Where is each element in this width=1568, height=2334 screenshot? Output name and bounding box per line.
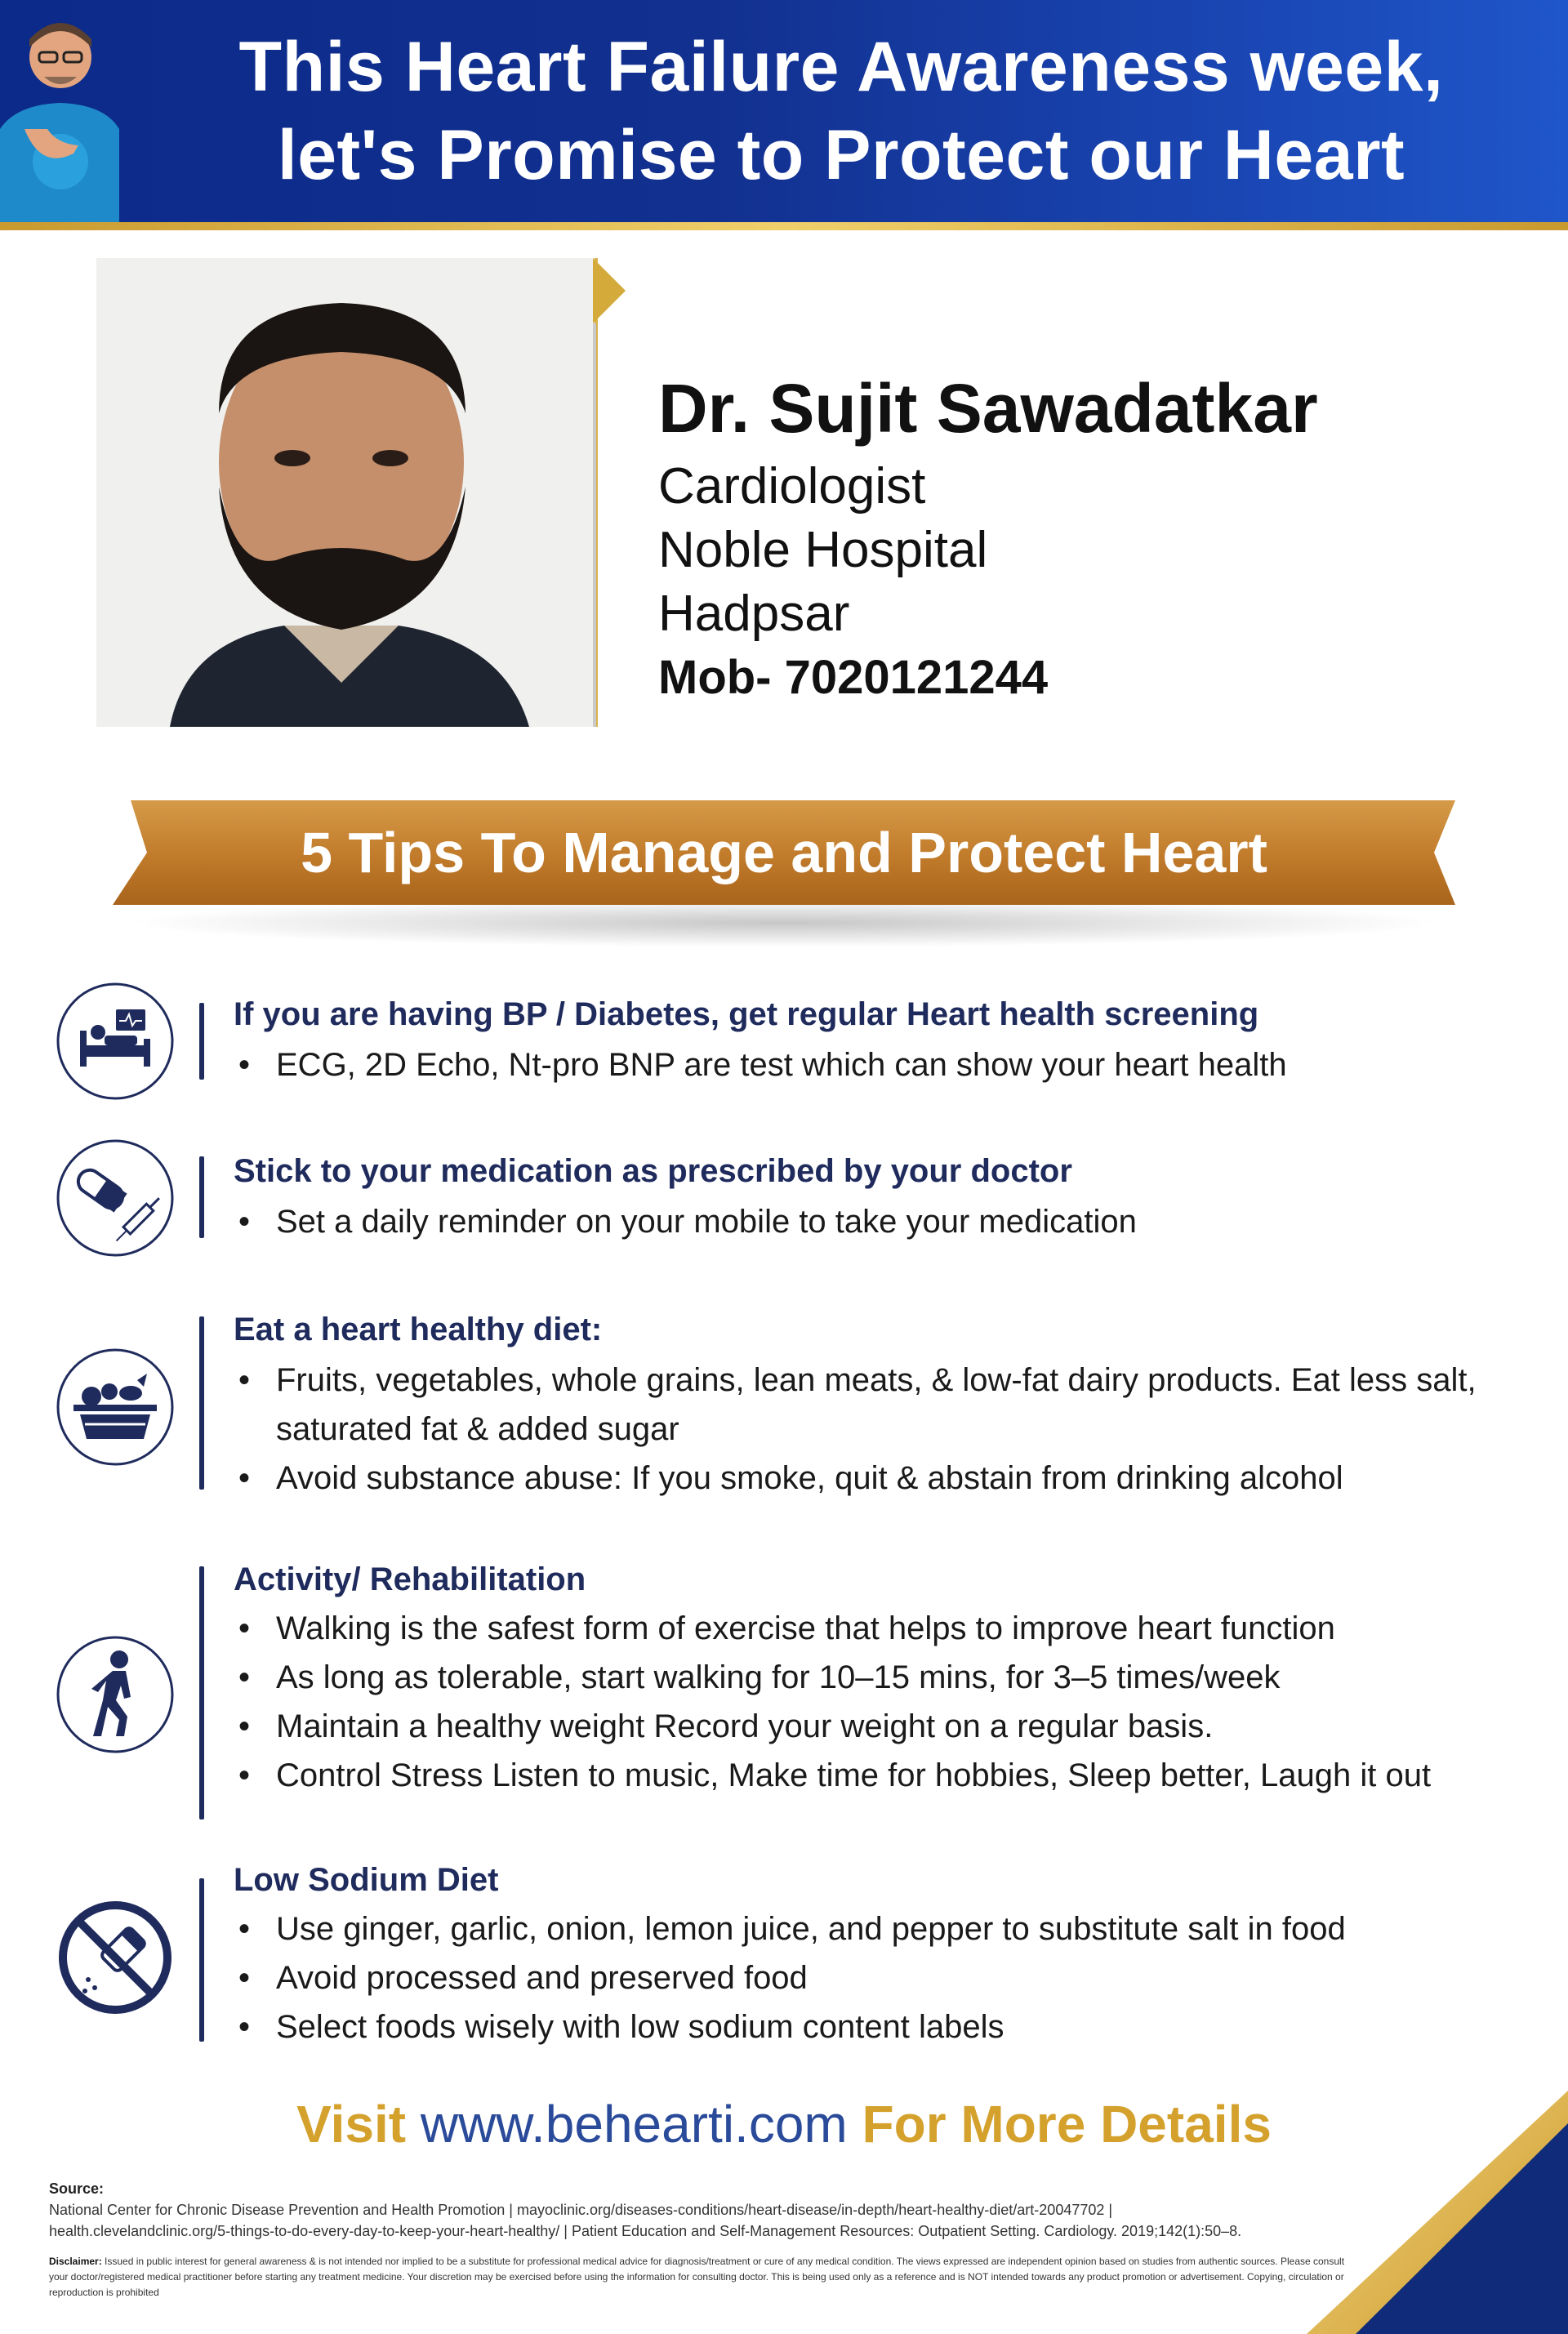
healthy-food-basket-icon <box>56 1347 175 1467</box>
list-item: • Maintain a healthy weight Record your weight on a regular basis. <box>234 1702 1524 1751</box>
medicine-pill-syringe-icon <box>56 1138 175 1258</box>
doctor-hospital: Noble Hospital <box>658 522 988 578</box>
list-item: • Fruits, vegetables, whole grains, lean meats, & low-fat dairy products. Eat less salt, saturated fat & added sugar <box>234 1356 1524 1454</box>
visit-prefix: Visit <box>296 2095 407 2154</box>
website-link[interactable]: www.behearti.com <box>420 2095 848 2154</box>
list-item: • Walking is the safest form of exercise that helps to improve heart function <box>234 1604 1524 1653</box>
tip-1-bar <box>199 1003 204 1080</box>
list-item: • Select foods wisely with low sodium content labels <box>234 2002 1524 2051</box>
title-line-2: let's Promise to Protect our Heart <box>277 116 1405 194</box>
tip-5-heading: Low Sodium Diet <box>234 1862 499 1898</box>
tip-5-list <box>234 1904 1524 2051</box>
tip-4-heading: Activity/ Rehabilitation <box>234 1561 586 1597</box>
tip-3-list <box>234 1356 1524 1503</box>
visit-suffix: For More Details <box>862 2095 1272 2154</box>
title-line-1: This Heart Failure Awareness week, <box>238 28 1444 106</box>
photo-corner-accent <box>593 258 626 323</box>
tip-5-bar <box>199 1878 204 2042</box>
doctor-name: Dr. Sujit Sawadatkar <box>658 370 1318 447</box>
tip-3-heading: Eat a heart healthy diet: <box>234 1312 603 1347</box>
tip-4-bar <box>199 1566 204 1820</box>
disclaimer-text: Issued in public interest for general awareness & is not intended nor implied to be a substitute for professional medical advice for diagnosis/treatment or cure of any medical condition. The views expressed are independent opinion based on studies from authentic sources. Please consult your doctor/registered medical practitioner before starting any treatment medicine. Your discretion may be exercised before using the information for consulting doctor. This is being used only as a reference and is NOT intended towards any product promotion or advertisement. Copying, circulation or reproduction is prohibited <box>49 2256 1345 2298</box>
list-item: • Avoid substance abuse: If you smoke, quit & abstain from drinking alcohol <box>234 1454 1524 1503</box>
visit-line <box>0 2094 1568 2154</box>
source-line-1: National Center for Chronic Disease Prevention and Health Promotion | mayoclinic.org/diseases-conditions/heart-disease/in-depth/heart-healthy-diet/art-20047702 | <box>49 2202 1113 2218</box>
hospital-bed-screening-icon <box>56 982 175 1101</box>
header-gold-stripe <box>0 222 1568 230</box>
no-salt-icon <box>56 1898 175 2017</box>
presenter-illustration-icon <box>0 7 122 222</box>
doctor-role: Cardiologist <box>658 458 926 514</box>
list-item: • As long as tolerable, start walking for 10–15 mins, for 3–5 times/week <box>234 1653 1524 1702</box>
tip-1-heading: If you are having BP / Diabetes, get regular Heart health screening <box>234 996 1259 1032</box>
disclaimer <box>49 2254 1356 2301</box>
list-item: • Avoid processed and preserved food <box>234 1953 1524 2002</box>
page-title <box>131 23 1552 199</box>
tip-1-list <box>234 1040 1524 1089</box>
tip-4-list <box>234 1604 1524 1800</box>
tip-2-list <box>234 1197 1524 1246</box>
list-item: • Set a daily reminder on your mobile to take your medication <box>234 1197 1524 1246</box>
disclaimer-label: Disclaimer: <box>49 2256 102 2267</box>
doctor-mobile: Mob- 7020121244 <box>658 651 1049 704</box>
doctor-photo <box>96 258 598 727</box>
ribbon-shadow <box>122 898 1446 947</box>
photo-divider <box>593 323 596 727</box>
tip-3-bar <box>199 1316 204 1490</box>
walking-person-icon <box>56 1635 175 1754</box>
list-item: • Use ginger, garlic, onion, lemon juice, and pepper to substitute salt in food <box>234 1904 1524 1953</box>
tip-2-heading: Stick to your medication as prescribed by your doctor <box>234 1153 1072 1189</box>
tips-ribbon-title: 5 Tips To Manage and Protect Heart <box>301 821 1267 884</box>
doctor-location: Hadpsar <box>658 586 850 642</box>
list-item: • ECG, 2D Echo, Nt-pro BNP are test which can show your heart health <box>234 1040 1524 1089</box>
tip-2-bar <box>199 1156 204 1238</box>
source-label: Source: <box>49 2180 105 2197</box>
source-line-2: health.clevelandclinic.org/5-things-to-do-every-day-to-keep-your-heart-healthy/ | Patient Education and Self-Management Resources: Outpatient Setting. Cardiology. 2019;142(1):50–8. <box>49 2223 1242 2239</box>
list-item: • Control Stress Listen to music, Make time for hobbies, Sleep better, Laugh it out <box>234 1751 1524 1800</box>
